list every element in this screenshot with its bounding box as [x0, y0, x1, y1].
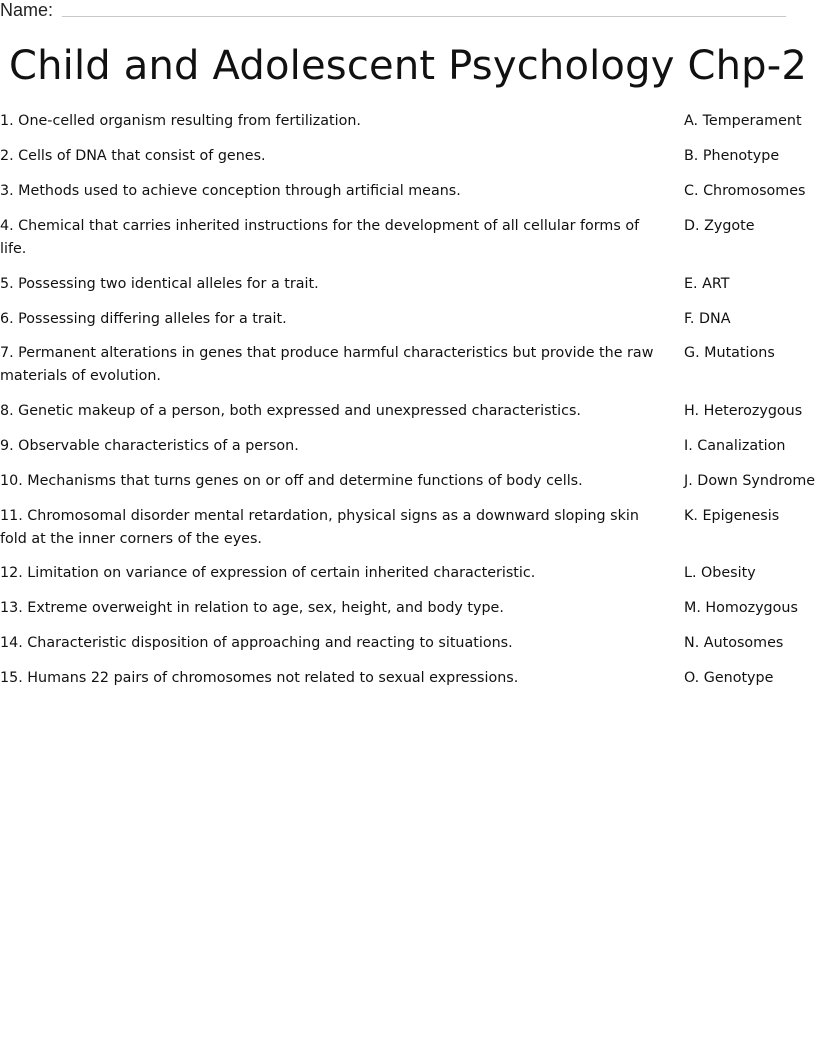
question-text: 13. Extreme overweight in relation to age, sex, height, and body type.: [0, 600, 504, 616]
answer-choice: G. Mutations: [684, 345, 775, 361]
name-input-line[interactable]: [62, 16, 786, 17]
question-text: 14. Characteristic disposition of approaching and reacting to situations.: [0, 635, 513, 651]
question-text: 1. One-celled organism resulting from fertilization.: [0, 113, 361, 129]
answer-choice: M. Homozygous: [684, 600, 798, 616]
answer-choice: D. Zygote: [684, 218, 755, 234]
question-text: 10. Mechanisms that turns genes on or off and determine functions of body cells.: [0, 473, 583, 489]
answer-choice: C. Chromosomes: [684, 183, 806, 199]
answer-choice: F. DNA: [684, 311, 731, 327]
answer-choice: K. Epigenesis: [684, 508, 780, 524]
question-text: 9. Observable characteristics of a person.: [0, 438, 299, 454]
question-text: 6. Possessing differing alleles for a trait.: [0, 311, 287, 327]
question-text: 4. Chemical that carries inherited instructions for the development of all cellular forms of life.: [0, 218, 640, 257]
question-text: 7. Permanent alterations in genes that produce harmful characteristics but provide the raw materials of evolution.: [0, 345, 654, 384]
name-row: [0, 0, 800, 22]
answer-choice: L. Obesity: [684, 565, 756, 581]
answer-choice: J. Down Syndrome: [684, 473, 816, 489]
answer-choice: A. Temperament: [684, 113, 802, 129]
question-text: 3. Methods used to achieve conception through artificial means.: [0, 183, 461, 199]
answer-choice: I. Canalization: [684, 438, 786, 454]
question-text: 11. Chromosomal disorder mental retardation, physical signs as a downward sloping skin fold at the inner corners of the eyes.: [0, 508, 639, 547]
answer-choice: O. Genotype: [684, 670, 774, 686]
answer-choice: B. Phenotype: [684, 148, 780, 164]
answer-choice: H. Heterozygous: [684, 403, 803, 419]
question-text: 15. Humans 22 pairs of chromosomes not related to sexual expressions.: [0, 670, 519, 686]
question-text: 8. Genetic makeup of a person, both expressed and unexpressed characteristics.: [0, 403, 581, 419]
question-text: 12. Limitation on variance of expression of certain inherited characteristic.: [0, 565, 536, 581]
name-label: Name:: [0, 0, 54, 20]
question-text: 5. Possessing two identical alleles for a trait.: [0, 276, 319, 292]
answer-choice: N. Autosomes: [684, 635, 784, 651]
worksheet-title: Child and Adolescent Psychology Chp-2: [8, 43, 808, 89]
question-text: 2. Cells of DNA that consist of genes.: [0, 148, 266, 164]
answer-choice: E. ART: [684, 276, 730, 292]
